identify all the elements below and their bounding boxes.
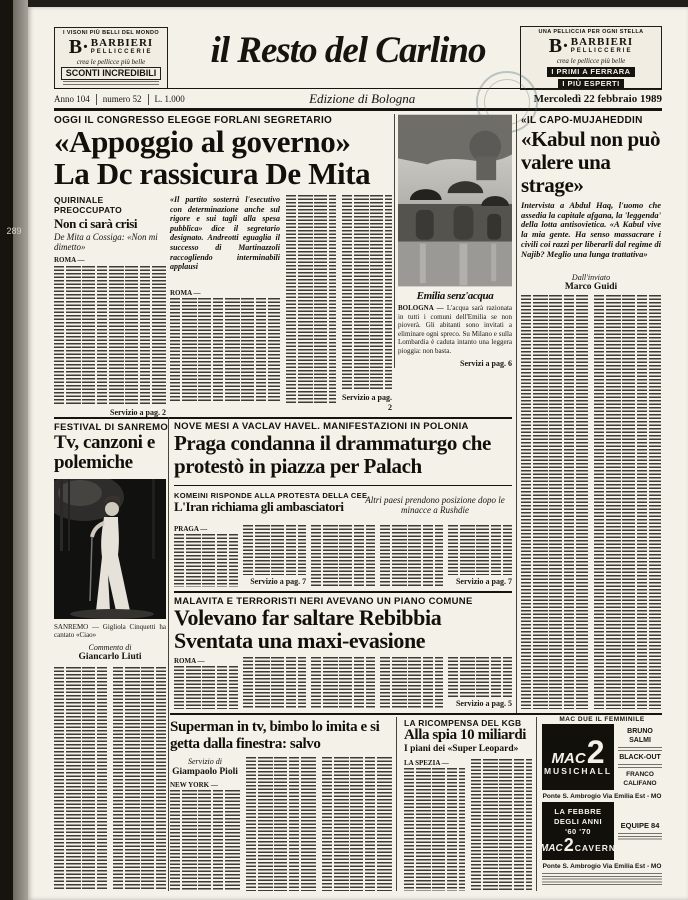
body-text-greek [246, 757, 316, 891]
byline-name: Giancarlo Liuti [78, 652, 142, 662]
article-column [380, 525, 444, 587]
ad-text-greek [542, 873, 662, 887]
byline-label: Commento di [88, 643, 132, 652]
photo-rain-umbrellas [398, 114, 512, 287]
article-dateline: PRAGA — [174, 525, 208, 533]
rule-section [54, 417, 512, 419]
caption-dateline: BOLOGNA — [398, 304, 444, 312]
article-column [404, 759, 465, 891]
page-reference: Servizi a pag. 6 [460, 359, 512, 368]
rebibbia-body [174, 657, 512, 709]
iran-deck: Altri paesi prendono posizione dopo le minacce a Rushdie [365, 495, 505, 515]
article-column [113, 667, 166, 889]
act-name: EQUIPE 84 [620, 821, 660, 830]
photo-caption [398, 304, 512, 356]
issue-number: numero 52 [103, 94, 149, 105]
ad-address: Ponte S. Ambrogio Via Emilia Est - MO [542, 863, 662, 870]
caption-text: L'acqua sarà razionata in tutti i comuni dell'Emilia se non pioverà. Gli abitanti sono invitati a eliminare ogni spreco. Su Milano e sulla Lombardia è caduta intanto una leggera pioggia: non basta. [398, 304, 512, 355]
sanremo-caption: SANREMO — Gigliola Cinquetti ha cantato «Ciao» [54, 623, 166, 640]
article-column [594, 295, 661, 709]
brand-name: BARBIERI [90, 37, 154, 50]
kgb-kicker: LA RICOMPENSA DEL KGB [404, 718, 522, 728]
issue-date: Mercoledì 22 febbraio 1989 [533, 93, 662, 105]
ad-tagline: UNA PELLICCIA PER OGNI STELLA [538, 29, 644, 35]
article-column [380, 657, 444, 709]
article-column [448, 657, 512, 709]
act-name: BRUNO SALMI [627, 727, 653, 744]
page-reference: Servizio a pag. 5 [455, 699, 512, 709]
article-kicker: QUIRINALE PREOCCUPATO [54, 195, 123, 215]
article-dateline: ROMA — [54, 256, 85, 265]
ad-brand [69, 37, 153, 57]
column-rule [396, 717, 397, 891]
body-text-greek [311, 657, 375, 709]
ad-text-greek [618, 747, 662, 751]
page-reference: Servizio a pag. 7 [455, 577, 512, 587]
article-dateline: NEW YORK — [170, 780, 218, 789]
article-column [243, 657, 307, 709]
rule-header-thick [54, 108, 662, 111]
rebibbia-headline-1: Volevano far saltare Rebibbia [174, 605, 442, 630]
body-text-greek [322, 757, 392, 891]
brand-name: BARBIERI [570, 36, 634, 49]
body-text-greek [54, 266, 166, 406]
ad-line: LA FEBBRE [554, 806, 602, 816]
kabul-headline: «Kabul non può valere una strage» [521, 127, 661, 197]
photo-sanremo-singer [54, 479, 166, 619]
sanremo-headline: Tv, canzoni e polemiche [54, 432, 155, 473]
mac2-name: MAC [551, 750, 586, 767]
article-column [311, 525, 375, 587]
byline-label: Dall'inviato [571, 273, 611, 282]
page-reference: Servizio a pag. 2 [110, 407, 166, 417]
kabul-kicker: «IL CAPO-MUJAHEDDIN [521, 115, 643, 126]
spine-number: 289 [6, 226, 22, 236]
lead-kicker: OGGI IL CONGRESSO ELEGGE FORLANI SEGRETARIO [54, 115, 333, 126]
ad-script-line: crea le pellicce più belle [76, 58, 146, 67]
article-column [170, 757, 240, 891]
mac2-logo [551, 734, 605, 770]
superman-body [170, 757, 392, 891]
body-text-greek [170, 298, 280, 403]
mac2-numeral: 2 [586, 734, 605, 770]
body-text-greek [286, 195, 336, 403]
issue-year: Anno 104 [54, 94, 97, 105]
act-name: FRANCO CALIFANO [623, 770, 657, 787]
newspaper-page [28, 7, 688, 900]
body-text-greek [471, 759, 532, 891]
ad-lineup-2 [618, 802, 662, 860]
article-column [311, 657, 375, 709]
rule-bottom-section [170, 713, 662, 715]
article-quirinale [54, 195, 166, 417]
article-column [521, 295, 588, 709]
article-dateline: ROMA — [174, 657, 205, 665]
mac2-numeral: 2 [563, 834, 574, 855]
promo-line-2: I PIÙ ESPERTI [558, 79, 623, 89]
byline-name: Marco Guidi [564, 282, 618, 292]
iran-headline: L'Iran richiama gli ambasciatori [174, 499, 344, 514]
ad-lineup-1 [618, 724, 662, 790]
rule-thin [174, 485, 512, 486]
brand-subtitle: PELLICCERIE [570, 48, 633, 55]
body-text-greek [243, 525, 307, 575]
column-rule [394, 114, 395, 368]
kabul-body [521, 295, 661, 709]
ad-address: Ponte S. Ambrogio Via Emilia Est - MO [542, 793, 662, 800]
brand-initial: B· [68, 36, 89, 59]
article-column [174, 525, 238, 587]
sanremo-body [54, 667, 166, 889]
column-rule [168, 417, 169, 891]
praga-body [174, 525, 512, 587]
promo-line-2: INCREDIBILI [102, 68, 157, 79]
body-text-greek [380, 657, 444, 709]
lead-dateline: ROMA — [170, 289, 201, 297]
ad-text-greek [618, 764, 662, 768]
lead-headline-2: La Dc rassicura De Mita [54, 156, 371, 191]
act-name: BLACK-OUT [619, 753, 661, 761]
body-text-greek [404, 768, 465, 891]
superman-headline: Superman in tv, bimbo lo imita e si getta dalla finestra: salvo [170, 719, 380, 752]
article-deck: De Mita a Cossiga: «Non mi dimetto» [54, 232, 158, 253]
byline-name: Giampaolo Pioli [172, 766, 238, 777]
scan-edge-top [0, 0, 688, 7]
scan-edge-left [0, 0, 13, 900]
ad-brand [549, 36, 633, 56]
mac2-name: MAC [539, 842, 563, 854]
ad-line: '60 '70 [565, 826, 591, 836]
photo-caption-title: Emilia senz'acqua [416, 290, 494, 302]
ad-bottom-header: MAC DUE IL FEMMINILE [559, 716, 645, 723]
ad-text-greek [618, 833, 662, 841]
issue-info [54, 94, 191, 105]
article-dateline: LA SPEZIA — [404, 759, 449, 767]
article-column [246, 757, 316, 891]
brand-subtitle: PELLICCERIE [90, 49, 153, 56]
promo-line-1: SCONTI [65, 68, 100, 79]
lead-last-column [342, 195, 392, 412]
kgb-deck: I piani dei «Super Leopard» [404, 744, 519, 754]
iran-kicker: KOMEINI RISPONDE ALLA PROTESTA DELLA CEE [174, 491, 368, 500]
ad-promo [61, 67, 162, 80]
lead-deck: «Il partito sosterrà l'esecutivo con determinazione anche sul rigore e sui tagli alla spesa pubblica» dice il segretario designato. Andreotti eguaglia il successo di Martinazzoli raccogliendo interminabili applausi [170, 195, 280, 272]
body-text-greek [174, 666, 238, 709]
masthead-title: il Resto del Carlino [210, 30, 486, 71]
body-text-greek [170, 790, 240, 891]
praga-headline: Praga condanna il drammaturgo che protestò in piazza per Palach [174, 431, 491, 478]
body-text-greek [243, 657, 307, 709]
page-reference: Servizio a pag. 2 [342, 393, 392, 412]
ad-script-line: crea le pellicce più belle [556, 57, 626, 66]
body-text-greek [448, 525, 512, 575]
article-column [448, 525, 512, 587]
kgb-body [404, 759, 532, 891]
page-reference: Servizio a pag. 7 [250, 577, 307, 587]
edition-label: Edizione di Bologna [309, 91, 416, 106]
ad-mac2-cavern [539, 802, 617, 860]
body-text-greek [521, 295, 588, 709]
ad-top-right [520, 26, 662, 90]
article-column [54, 667, 107, 889]
ad-line: DEGLI ANNI [553, 816, 603, 826]
mac2-logo [539, 834, 617, 856]
article-column [322, 757, 392, 891]
ad-tagline: I VISONI PIÙ BELLI DEL MONDO [62, 30, 160, 36]
ad-top-left [54, 27, 168, 89]
rebibbia-kicker: MALAVITA E TERRORISTI NERI AVEVANO UN PIANO COMUNE [174, 596, 473, 607]
body-text-greek [113, 667, 166, 889]
issue-price: L. 1.000 [154, 93, 185, 104]
promo-line-1: I PRIMI A FERRARA [547, 67, 634, 77]
article-column [471, 759, 532, 891]
scan-gutter [13, 0, 28, 900]
sanremo-kicker: FESTIVAL DI SANREMO [54, 422, 169, 433]
column-rule [536, 717, 537, 891]
column-rule [516, 114, 517, 714]
body-text-greek [174, 534, 238, 587]
mac2-venue: CAVERN [574, 842, 617, 853]
body-text-greek [54, 667, 107, 889]
rebibbia-headline-2: Sventata una maxi-evasione [174, 628, 426, 653]
lead-headline-1: «Appoggio al governo» [54, 124, 351, 159]
article-column [243, 525, 307, 587]
body-text-greek [448, 657, 512, 697]
brand-initial: B· [548, 35, 569, 58]
body-text-greek [311, 525, 375, 587]
kgb-headline: Alla spia 10 miliardi [404, 727, 527, 743]
rule-section [174, 591, 512, 593]
body-text-greek [342, 195, 392, 391]
article-column [174, 657, 238, 709]
body-text-greek [594, 295, 661, 709]
byline-label: Servizio di [188, 757, 222, 766]
article-headline: Non ci sarà crisi [54, 216, 138, 231]
kabul-deck: Intervista a Abdul Haq, l'uomo che assedia la capitale afgana, la 'leggenda' della lotta antisovietica. «A Kabul vive la mia gente. Ha senso massacrare i civili coi razzi per liberarli dal regime di Najib? Meglio una lunga trattativa» [521, 200, 662, 259]
ad-address-greek [63, 81, 158, 85]
ad-mac2-musichall [542, 724, 614, 790]
rule-header-thin [54, 88, 662, 89]
body-text-greek [380, 525, 444, 587]
praga-kicker: NOVE MESI A VACLAV HAVEL. MANIFESTAZIONI IN POLONIA [174, 421, 469, 432]
edition-row [54, 92, 662, 106]
mac2-venue: MUSICHALL [543, 766, 613, 776]
